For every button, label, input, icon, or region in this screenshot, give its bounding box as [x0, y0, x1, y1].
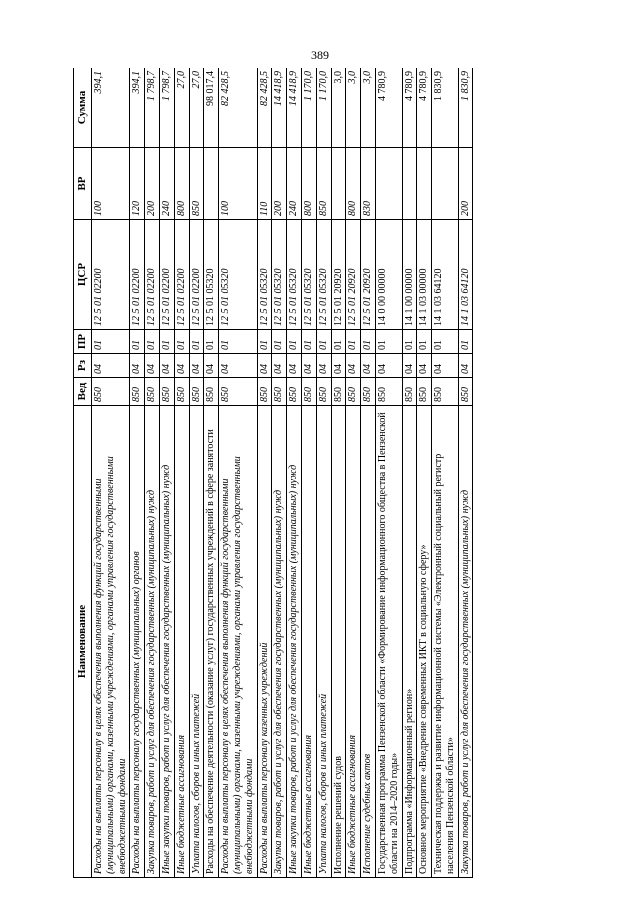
budget-table [73, 68, 473, 878]
cell-ved: 850 [375, 378, 402, 406]
cell-vr: 830 [361, 148, 376, 220]
cell-rz: 04 [272, 354, 287, 378]
cell-vr: 200 [145, 148, 160, 220]
cell-vr: 100 [219, 148, 257, 220]
cell-rz: 04 [432, 354, 459, 378]
cell-sum: 1 798,7 [145, 68, 160, 148]
cell-sum: 1 798,7 [159, 68, 174, 148]
cell-vr: 120 [130, 148, 145, 220]
table-row [458, 68, 473, 878]
cell-csr: 12 5 01 02200 [189, 220, 204, 330]
cell-pr: 01 [272, 330, 287, 354]
table-row [272, 68, 287, 878]
cell-rz: 04 [458, 354, 473, 378]
cell-pr: 01 [91, 330, 129, 354]
cell-rz: 04 [91, 354, 129, 378]
cell-csr: 14 0 00 00000 [375, 220, 402, 330]
cell-rz: 04 [189, 354, 204, 378]
cell-ved: 850 [316, 378, 331, 406]
cell-name: Исполнение судебных актов [361, 406, 376, 878]
cell-sum: 394,1 [130, 68, 145, 148]
cell-name: Иные бюджетные ассигнования [301, 406, 316, 878]
cell-rz: 04 [219, 354, 257, 378]
cell-vr [331, 148, 346, 220]
cell-rz: 04 [402, 354, 417, 378]
cell-ved: 850 [219, 378, 257, 406]
table-body [91, 68, 473, 878]
cell-sum: 1 170,0 [301, 68, 316, 148]
cell-csr: 14 1 03 64120 [432, 220, 459, 330]
table-row [375, 68, 402, 878]
table-header-row [74, 68, 92, 878]
cell-pr: 01 [204, 330, 219, 354]
cell-csr: 14 1 03 64120 [458, 220, 473, 330]
cell-csr: 12 5 01 02200 [91, 220, 129, 330]
cell-sum: 98 017,4 [204, 68, 219, 148]
cell-name: Закупка товаров, работ и услуг для обеспечения государственных (муниципальных) нужд [458, 406, 473, 878]
cell-csr: 12 5 01 20920 [331, 220, 346, 330]
cell-pr: 01 [130, 330, 145, 354]
cell-sum: 3,0 [361, 68, 376, 148]
cell-sum: 14 418,9 [272, 68, 287, 148]
table-row [159, 68, 174, 878]
header-pr: ПР [74, 330, 92, 354]
cell-ved: 850 [204, 378, 219, 406]
cell-name: Исполнение решений судов [331, 406, 346, 878]
cell-name: Техническая поддержка и развитие информационной системы «Электронный социальный регистр населения Пензенской области» [432, 406, 459, 878]
cell-rz: 04 [331, 354, 346, 378]
page-number: 389 [311, 48, 329, 62]
cell-vr [204, 148, 219, 220]
cell-sum: 4 780,9 [402, 68, 417, 148]
cell-vr: 240 [287, 148, 302, 220]
header-ved: Вед [74, 378, 92, 406]
cell-ved: 850 [361, 378, 376, 406]
cell-vr: 110 [257, 148, 272, 220]
header-rz: Рз [74, 354, 92, 378]
cell-vr: 800 [301, 148, 316, 220]
cell-csr: 12 5 01 05320 [301, 220, 316, 330]
cell-vr: 800 [174, 148, 189, 220]
cell-vr [417, 148, 432, 220]
table-row [346, 68, 361, 878]
table-row [204, 68, 219, 878]
cell-rz: 04 [130, 354, 145, 378]
table-row [361, 68, 376, 878]
cell-vr: 850 [316, 148, 331, 220]
cell-csr: 12 5 01 02200 [145, 220, 160, 330]
cell-vr: 200 [458, 148, 473, 220]
cell-sum: 3,0 [346, 68, 361, 148]
cell-pr: 01 [287, 330, 302, 354]
cell-vr: 100 [91, 148, 129, 220]
cell-pr: 01 [361, 330, 376, 354]
cell-ved: 850 [159, 378, 174, 406]
cell-rz: 04 [174, 354, 189, 378]
cell-rz: 04 [287, 354, 302, 378]
cell-vr [375, 148, 402, 220]
cell-csr: 12 5 01 05320 [204, 220, 219, 330]
table-row [189, 68, 204, 878]
cell-pr: 01 [331, 330, 346, 354]
table-row [91, 68, 129, 878]
cell-vr [402, 148, 417, 220]
cell-sum: 1 830,9 [458, 68, 473, 148]
cell-name: Расходы на выплаты персоналу государственных (муниципальных) органов [130, 406, 145, 878]
cell-name: Уплата налогов, сборов и иных платежей [316, 406, 331, 878]
table-row [219, 68, 257, 878]
cell-name: Иные закупки товаров, работ и услуг для обеспечения государственных (муниципальных) нужд [287, 406, 302, 878]
cell-pr: 01 [219, 330, 257, 354]
cell-csr: 12 5 01 05320 [272, 220, 287, 330]
cell-sum: 4 780,9 [375, 68, 402, 148]
cell-name: Расходы на выплаты персоналу в целях обеспечения выполнения функций государственными (муниципальными) органами, казенными учреждениями, органами управления государственными внебюджетными фондами [219, 406, 257, 878]
cell-rz: 04 [316, 354, 331, 378]
cell-ved: 850 [402, 378, 417, 406]
cell-ved: 850 [458, 378, 473, 406]
cell-sum: 3,0 [331, 68, 346, 148]
cell-rz: 04 [257, 354, 272, 378]
cell-csr: 12 5 01 02200 [174, 220, 189, 330]
cell-csr: 12 5 01 05320 [219, 220, 257, 330]
cell-sum: 82 428,5 [257, 68, 272, 148]
cell-name: Иные бюджетные ассигнования [174, 406, 189, 878]
table-row [402, 68, 417, 878]
cell-pr: 01 [189, 330, 204, 354]
cell-rz: 04 [159, 354, 174, 378]
cell-csr: 12 5 01 05320 [316, 220, 331, 330]
cell-rz: 04 [204, 354, 219, 378]
cell-pr: 01 [159, 330, 174, 354]
cell-pr: 01 [375, 330, 402, 354]
cell-csr: 12 5 01 05320 [257, 220, 272, 330]
cell-vr: 240 [159, 148, 174, 220]
cell-sum: 1 830,9 [432, 68, 459, 148]
cell-pr: 01 [301, 330, 316, 354]
cell-pr: 01 [458, 330, 473, 354]
cell-sum: 14 418,9 [287, 68, 302, 148]
table-row [257, 68, 272, 878]
cell-sum: 27,0 [174, 68, 189, 148]
cell-ved: 850 [174, 378, 189, 406]
cell-rz: 04 [361, 354, 376, 378]
cell-ved: 850 [257, 378, 272, 406]
cell-vr: 200 [272, 148, 287, 220]
cell-csr: 12 5 01 20920 [361, 220, 376, 330]
cell-ved: 850 [189, 378, 204, 406]
table-row [316, 68, 331, 878]
cell-name: Закупка товаров, работ и услуг для обеспечения государственных (муниципальных) нужд [145, 406, 160, 878]
cell-name: Иные бюджетные ассигнования [346, 406, 361, 878]
cell-pr: 01 [402, 330, 417, 354]
cell-name: Подпрограмма «Информационный регион» [402, 406, 417, 878]
cell-csr: 12 5 01 20920 [346, 220, 361, 330]
cell-pr: 01 [257, 330, 272, 354]
rotated-page-content [73, 68, 593, 878]
table-row [417, 68, 432, 878]
cell-pr: 01 [346, 330, 361, 354]
cell-ved: 850 [417, 378, 432, 406]
header-sum: Сумма [74, 68, 92, 148]
cell-name: Основное мероприятие «Внедрение современных ИКТ в социальную сферу» [417, 406, 432, 878]
cell-name: Иные закупки товаров, работ и услуг для обеспечения государственных (муниципальных) нужд [159, 406, 174, 878]
cell-csr: 12 5 01 02200 [130, 220, 145, 330]
table-row [331, 68, 346, 878]
cell-name: Государственная программа Пензенской области «Формирование информационного общества в Пензенской области на 2014–2020 годы» [375, 406, 402, 878]
table-row [145, 68, 160, 878]
cell-vr: 800 [346, 148, 361, 220]
table-row [130, 68, 145, 878]
cell-ved: 850 [432, 378, 459, 406]
cell-ved: 850 [301, 378, 316, 406]
cell-sum: 27,0 [189, 68, 204, 148]
cell-name: Уплата налогов, сборов и иных платежей [189, 406, 204, 878]
cell-rz: 04 [417, 354, 432, 378]
cell-csr: 14 1 03 00000 [417, 220, 432, 330]
rotated-table-wrapper [73, 68, 593, 878]
table-row [287, 68, 302, 878]
cell-pr: 01 [417, 330, 432, 354]
cell-vr: 850 [189, 148, 204, 220]
cell-sum: 1 170,0 [316, 68, 331, 148]
table-row [174, 68, 189, 878]
cell-rz: 04 [301, 354, 316, 378]
cell-ved: 850 [91, 378, 129, 406]
cell-ved: 850 [145, 378, 160, 406]
cell-name: Закупка товаров, работ и услуг для обеспечения государственных (муниципальных) нужд [272, 406, 287, 878]
cell-ved: 850 [272, 378, 287, 406]
cell-pr: 01 [432, 330, 459, 354]
header-name: Наименование [74, 406, 92, 878]
cell-vr [432, 148, 459, 220]
cell-rz: 04 [375, 354, 402, 378]
cell-ved: 850 [130, 378, 145, 406]
cell-sum: 82 428,5 [219, 68, 257, 148]
cell-ved: 850 [331, 378, 346, 406]
table-row [301, 68, 316, 878]
cell-pr: 01 [316, 330, 331, 354]
cell-pr: 01 [145, 330, 160, 354]
cell-csr: 12 5 01 02200 [159, 220, 174, 330]
cell-ved: 850 [287, 378, 302, 406]
cell-rz: 04 [145, 354, 160, 378]
header-vr: ВР [74, 148, 92, 220]
cell-pr: 01 [174, 330, 189, 354]
cell-rz: 04 [346, 354, 361, 378]
cell-ved: 850 [346, 378, 361, 406]
header-csr: ЦСР [74, 220, 92, 330]
cell-csr: 12 5 01 05320 [287, 220, 302, 330]
cell-name: Расходы на обеспечение деятельности (оказание услуг) государственных учреждений в сфере занятости [204, 406, 219, 878]
cell-csr: 14 1 00 00000 [402, 220, 417, 330]
cell-name: Расходы на выплаты персоналу казенных учреждений [257, 406, 272, 878]
cell-name: Расходы на выплаты персоналу в целях обеспечения выполнения функций государственными (муниципальными) органами, казенными учреждениями, органами управления государственными внебюджетными фондами [91, 406, 129, 878]
cell-sum: 394,1 [91, 68, 129, 148]
cell-sum: 4 780,9 [417, 68, 432, 148]
table-row [432, 68, 459, 878]
